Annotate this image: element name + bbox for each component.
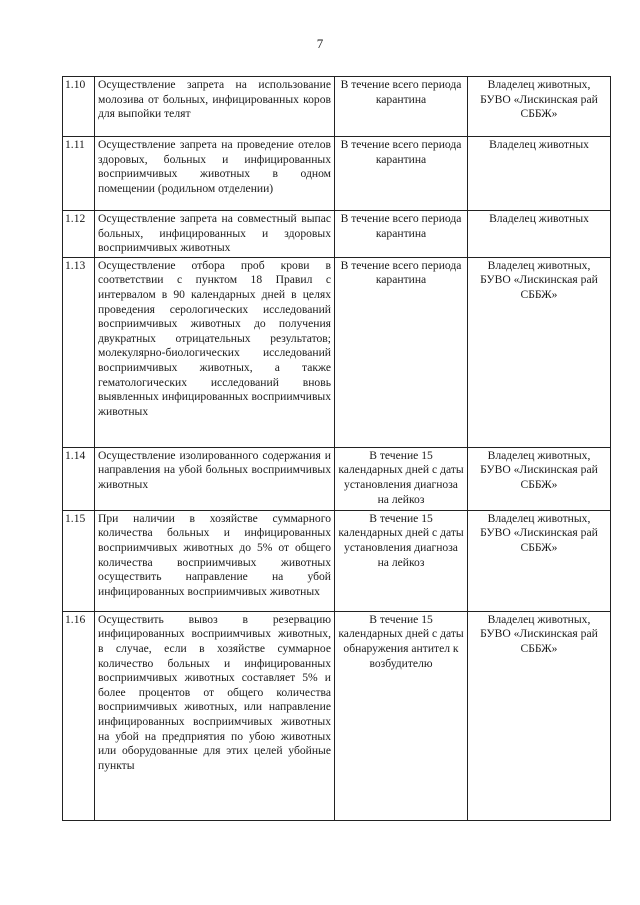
term-text: В течение всего периода карантина bbox=[335, 257, 468, 447]
measure-text: Осуществление отбора проб крови в соответствии с пунктом 18 Правил с интервалом в 90 календарных дней в целях проведения серологических исследований восприимчивых животных до получения двукратных отрицательных результатов; молекулярно-биологических исследований восприимчивых животных, а также гематологических исследований вновь выявленных инфицированных восприимчивых животных bbox=[95, 257, 335, 447]
row-number: 1.15 bbox=[63, 510, 95, 611]
table-row bbox=[63, 137, 611, 211]
row-number: 1.10 bbox=[63, 77, 95, 137]
table-row bbox=[63, 447, 611, 510]
measure-text: Осуществление запрета на совместный выпас больных, инфицированных и здоровых восприимчивых животных bbox=[95, 211, 335, 258]
term-text: В течение 15 календарных дней с даты установления диагноза на лейкоз bbox=[335, 447, 468, 510]
measure-text: Осуществление запрета на использование молозива от больных, инфицированных коров для выпойки телят bbox=[95, 77, 335, 137]
page-number: 7 bbox=[316, 36, 324, 51]
responsible-text: Владелец животных, БУВО «Лискинская рай СББЖ» bbox=[468, 447, 611, 510]
responsible-text: Владелец животных, БУВО «Лискинская рай СББЖ» bbox=[468, 510, 611, 611]
responsible-text: Владелец животных, БУВО «Лискинская рай СББЖ» bbox=[468, 257, 611, 447]
responsible-text: Владелец животных bbox=[468, 211, 611, 258]
table-row bbox=[63, 77, 611, 137]
responsible-text: Владелец животных, БУВО «Лискинская рай СББЖ» bbox=[468, 77, 611, 137]
measure-text: Осуществить вывоз в резервацию инфицированных восприимчивых животных, в случае, если в хозяйстве суммарное количество больных и инфицированных восприимчивых животных составляет 5% и более процентов от общего количества восприимчивых животных, или направление инфицированных восприимчивых животных на убой на предприятия по убою животных или оборудованные для этих целей убойные пункты bbox=[95, 611, 335, 820]
measure-text: При наличии в хозяйстве суммарного количества больных и инфицированных восприимчивых животных до 5% от общего количества восприимчивых животных осуществить направление на убой инфицированных восприимчивых животных bbox=[95, 510, 335, 611]
row-number: 1.14 bbox=[63, 447, 95, 510]
term-text: В течение всего периода карантина bbox=[335, 77, 468, 137]
measure-text: Осуществление запрета на проведение отелов здоровых, больных и инфицированных восприимчивых животных в одном помещении (родильном отделении) bbox=[95, 137, 335, 211]
term-text: В течение всего периода карантина bbox=[335, 137, 468, 211]
quarantine-measures-table bbox=[62, 76, 611, 821]
term-text: В течение всего периода карантина bbox=[335, 211, 468, 258]
term-text: В течение 15 календарных дней с даты установления диагноза на лейкоз bbox=[335, 510, 468, 611]
row-number: 1.13 bbox=[63, 257, 95, 447]
responsible-text: Владелец животных bbox=[468, 137, 611, 211]
table-row bbox=[63, 510, 611, 611]
row-number: 1.12 bbox=[63, 211, 95, 258]
responsible-text: Владелец животных, БУВО «Лискинская рай СББЖ» bbox=[468, 611, 611, 820]
table-row bbox=[63, 257, 611, 447]
table-row bbox=[63, 211, 611, 258]
measure-text: Осуществление изолированного содержания и направления на убой больных восприимчивых животных bbox=[95, 447, 335, 510]
row-number: 1.11 bbox=[63, 137, 95, 211]
row-number: 1.16 bbox=[63, 611, 95, 820]
table-row bbox=[63, 611, 611, 820]
term-text: В течение 15 календарных дней с даты обнаружения антител к возбудителю bbox=[335, 611, 468, 820]
